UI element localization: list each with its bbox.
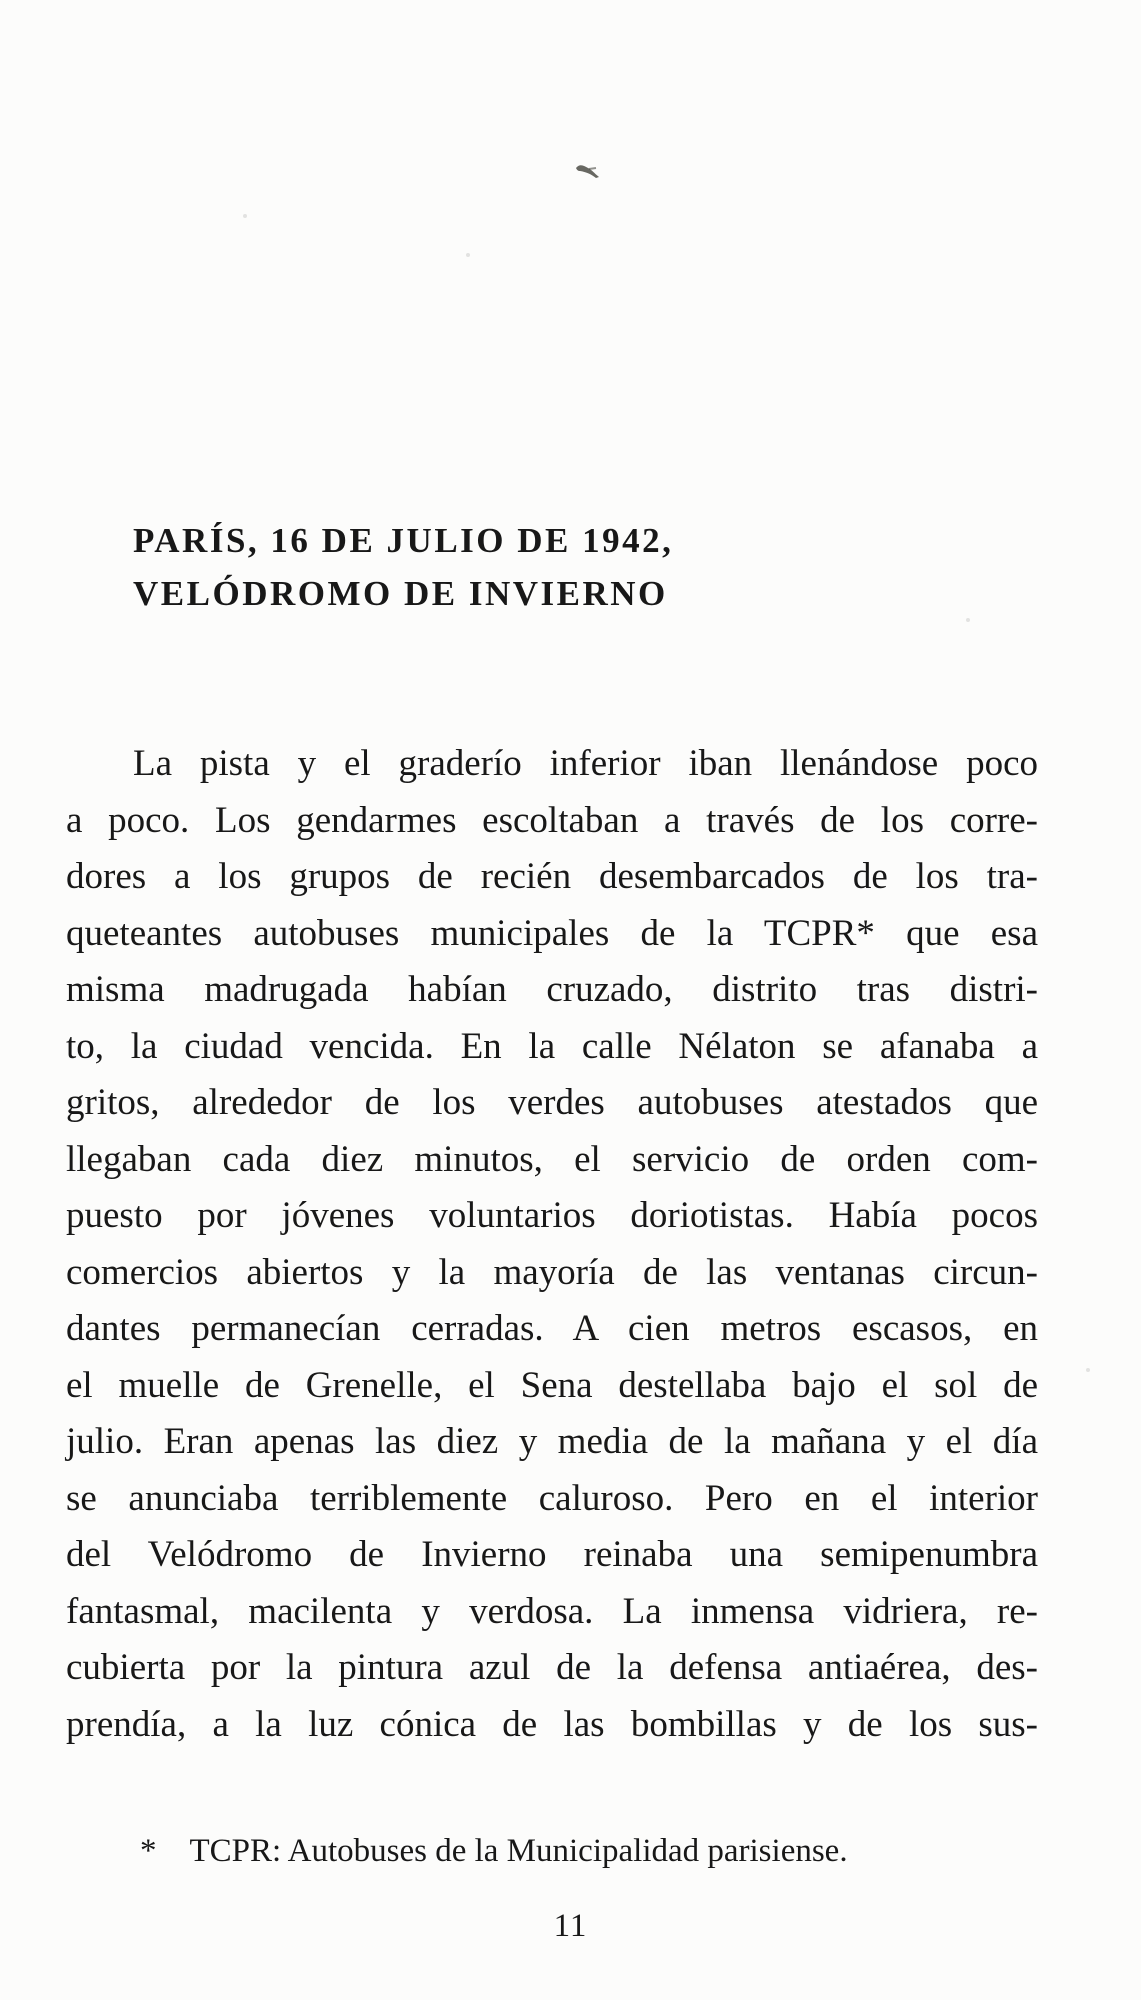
body-line: gritos, alrededor de los verdes autobuses atestados que	[66, 1082, 1038, 1123]
body-text	[66, 736, 1038, 1753]
body-line: queteantes autobuses municipales de la TCPR* que esa	[66, 912, 1038, 954]
body-line: comercios abiertos y la mayoría de las ventanas circun-	[66, 1251, 1038, 1293]
footnote	[140, 1833, 848, 1870]
chapter-heading	[133, 514, 673, 620]
body-line: La pista y el graderío inferior iban llenándose poco	[133, 743, 1038, 784]
chapter-heading-line2: VELÓDROMO DE INVIERNO	[133, 574, 668, 613]
body-line: llegaban cada diez minutos, el servicio de orden com-	[66, 1138, 1038, 1180]
paper-speck	[466, 253, 470, 257]
body-line: se anunciaba terriblemente caluroso. Pero en el interior	[66, 1477, 1038, 1519]
paper-speck	[243, 214, 247, 218]
body-line: puesto por jóvenes voluntarios doriotistas. Había pocos	[66, 1195, 1038, 1236]
footnote-text: TCPR: Autobuses de la Municipalidad parisiense.	[189, 1833, 848, 1869]
body-line: del Velódromo de Invierno reinaba una semipenumbra	[66, 1534, 1038, 1575]
body-line: el muelle de Grenelle, el Sena destellaba bajo el sol de	[66, 1364, 1038, 1406]
paper-speck	[1086, 1368, 1090, 1372]
body-line: a poco. Los gendarmes escoltaban a través de los corre-	[66, 799, 1038, 841]
ink-smudge-icon	[575, 160, 601, 180]
body-line: julio. Eran apenas las diez y media de la mañana y el día	[66, 1421, 1038, 1462]
body-line: prendía, a la luz cónica de las bombillas y de los sus-	[66, 1703, 1038, 1745]
body-line: to, la ciudad vencida. En la calle Nélaton se afanaba a	[66, 1025, 1038, 1067]
body-line: dantes permanecían cerradas. A cien metros escasos, en	[66, 1308, 1038, 1349]
body-line: dores a los grupos de recién desembarcados de los tra-	[66, 856, 1038, 897]
chapter-heading-line1: PARÍS, 16 DE JULIO DE 1942,	[133, 521, 674, 560]
body-line: cubierta por la pintura azul de la defensa antiaérea, des-	[66, 1647, 1038, 1688]
footnote-marker: *	[140, 1833, 157, 1869]
body-line: misma madrugada habían cruzado, distrito tras distri-	[66, 969, 1038, 1010]
paper-speck	[966, 618, 970, 622]
page-number: 11	[553, 1908, 588, 1944]
body-line: fantasmal, macilenta y verdosa. La inmensa vidriera, re-	[66, 1590, 1038, 1632]
